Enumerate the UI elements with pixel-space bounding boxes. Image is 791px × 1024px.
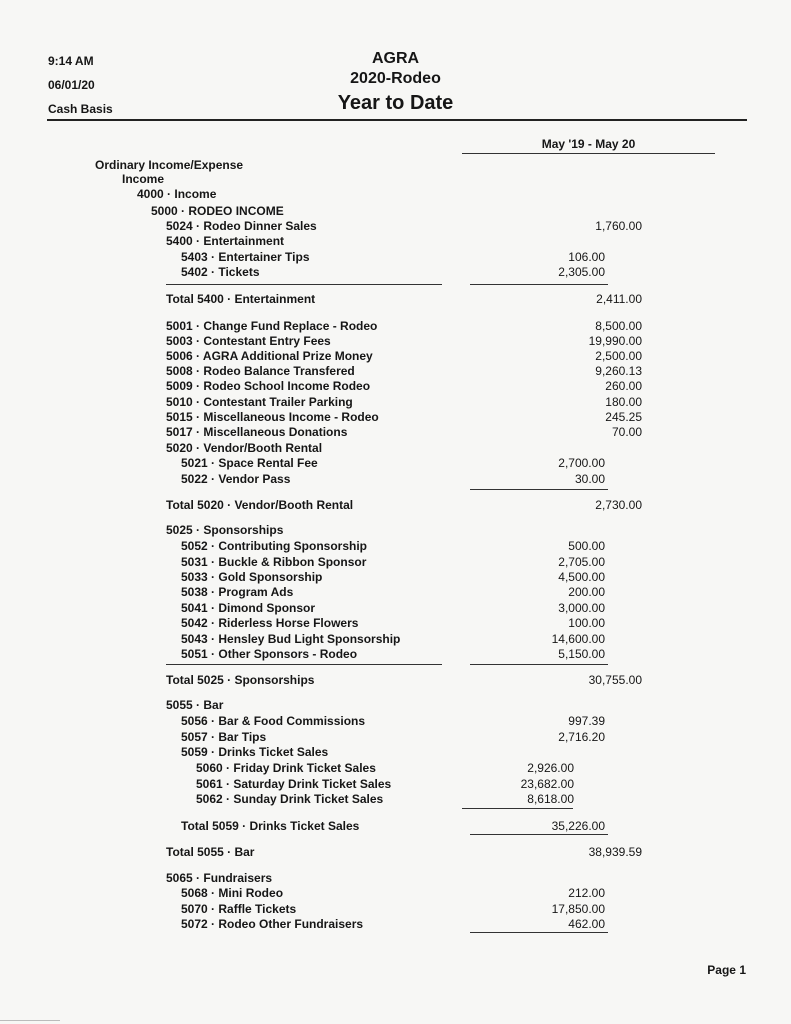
- account-amount: 38,939.59: [588, 845, 642, 859]
- account-label: 5025 · Sponsorships: [166, 523, 284, 537]
- account-label: 5006 · AGRA Additional Prize Money: [166, 349, 373, 363]
- account-amount: 260.00: [605, 379, 642, 393]
- account-amount: 2,730.00: [595, 498, 642, 512]
- account-amount: 2,500.00: [595, 349, 642, 363]
- row-5010-contestant-trailer-parking: [0, 395, 791, 409]
- row-5051-other-sponsors-rodeo: [0, 647, 791, 661]
- row-5060-friday-drink-ticket-sales: [0, 761, 791, 775]
- account-label: 5043 · Hensley Bud Light Sponsorship: [181, 632, 401, 646]
- account-amount: 23,682.00: [520, 777, 574, 791]
- row-4000-income: [0, 187, 791, 201]
- account-label: 5065 · Fundraisers: [166, 871, 273, 885]
- total-rule-sponsorships: [166, 664, 442, 665]
- account-amount: 200.00: [568, 585, 605, 599]
- account-amount: 2,705.00: [558, 555, 605, 569]
- account-amount: 2,926.00: [527, 761, 574, 775]
- account-label: 5010 · Contestant Trailer Parking: [166, 395, 353, 409]
- account-amount: 8,500.00: [595, 319, 642, 333]
- subtotal-rule-5025: [470, 664, 608, 665]
- row-total-5055-bar: [0, 845, 791, 859]
- account-amount: 30.00: [574, 472, 605, 486]
- account-amount: 5,150.00: [558, 647, 605, 661]
- account-label: 5052 · Contributing Sponsorship: [181, 539, 368, 553]
- account-label: Total 5025 · Sponsorships: [166, 673, 315, 687]
- account-label: 5062 · Sunday Drink Ticket Sales: [196, 792, 384, 806]
- column-header: May '19 - May 20: [541, 137, 636, 151]
- row-5403-entertainer-tips: [0, 250, 791, 264]
- account-label: 5022 · Vendor Pass: [181, 472, 291, 486]
- account-amount: 1,760.00: [595, 219, 642, 233]
- report-period-title: Year to Date: [337, 92, 454, 114]
- account-amount: 2,716.20: [558, 730, 605, 744]
- row-5017-miscellaneous-donations: [0, 425, 791, 439]
- row-5400-entertainment: [0, 234, 791, 248]
- account-label: 5031 · Buckle & Ribbon Sponsor: [181, 555, 367, 569]
- account-label: 5059 · Drinks Ticket Sales: [181, 745, 329, 759]
- account-label: 5400 · Entertainment: [166, 234, 285, 248]
- account-label: 5008 · Rodeo Balance Transfered: [166, 364, 355, 378]
- account-amount: 2,411.00: [596, 292, 642, 306]
- account-label: 4000 · Income: [137, 187, 217, 201]
- row-total-5020-vendor-booth-rental: [0, 498, 791, 512]
- page-number: Page 1: [707, 963, 746, 977]
- scan-edge-mark: [0, 1020, 60, 1021]
- account-label: Total 5020 · Vendor/Booth Rental: [166, 498, 354, 512]
- row-5033-gold-sponsorship: [0, 570, 791, 584]
- account-label: 5072 · Rodeo Other Fundraisers: [181, 917, 364, 931]
- account-label: Total 5059 · Drinks Ticket Sales: [181, 819, 360, 833]
- row-5021-space-rental-fee: [0, 456, 791, 470]
- account-label: 5001 · Change Fund Replace - Rodeo: [166, 319, 378, 333]
- account-label: 5403 · Entertainer Tips: [181, 250, 310, 264]
- account-label: 5038 · Program Ads: [181, 585, 294, 599]
- subtotal-rule-5059: [462, 808, 573, 809]
- account-amount: 500.00: [568, 539, 605, 553]
- row-5031-buckle-ribbon-sponsor: [0, 555, 791, 569]
- account-label: 5017 · Miscellaneous Donations: [166, 425, 348, 439]
- row-5402-tickets: [0, 265, 791, 279]
- account-amount: 19,990.00: [588, 334, 642, 348]
- row-5056-bar-food-commissions: [0, 714, 791, 728]
- account-label: 5003 · Contestant Entry Fees: [166, 334, 331, 348]
- account-amount: 4,500.00: [558, 570, 605, 584]
- company-name: AGRA: [371, 50, 420, 67]
- report-time: 9:14 AM: [48, 54, 94, 68]
- account-label: 5009 · Rodeo School Income Rodeo: [166, 379, 371, 393]
- account-label: 5051 · Other Sponsors - Rodeo: [181, 647, 358, 661]
- account-amount: 212.00: [568, 886, 605, 900]
- row-5000-rodeo-income: [0, 204, 791, 218]
- account-amount: 997.39: [568, 714, 605, 728]
- row-income: [0, 172, 791, 186]
- row-5024-rodeo-dinner-sales: [0, 219, 791, 233]
- account-label: Ordinary Income/Expense: [95, 158, 244, 172]
- report-basis: Cash Basis: [48, 102, 113, 116]
- row-5025-sponsorships: [0, 523, 791, 537]
- row-5001-change-fund-replace-rodeo: [0, 319, 791, 333]
- row-5015-miscellaneous-income-rodeo: [0, 410, 791, 424]
- account-label: 5060 · Friday Drink Ticket Sales: [196, 761, 376, 775]
- account-amount: 2,305.00: [558, 265, 605, 279]
- account-label: 5000 · RODEO INCOME: [151, 204, 284, 218]
- account-label: 5041 · Dimond Sponsor: [181, 601, 316, 615]
- account-label: Income: [122, 172, 165, 186]
- account-label: 5061 · Saturday Drink Ticket Sales: [196, 777, 392, 791]
- subtotal-rule-5400: [470, 284, 608, 285]
- total-rule-entertainment: [166, 284, 442, 285]
- row-5059-drinks-ticket-sales: [0, 745, 791, 759]
- account-amount: 180.00: [605, 395, 642, 409]
- account-label: 5020 · Vendor/Booth Rental: [166, 441, 323, 455]
- account-label: 5056 · Bar & Food Commissions: [181, 714, 366, 728]
- row-5022-vendor-pass: [0, 472, 791, 486]
- report-date: 06/01/20: [48, 78, 95, 92]
- row-5057-bar-tips: [0, 730, 791, 744]
- account-amount: 3,000.00: [558, 601, 605, 615]
- row-total-5059-drinks-ticket-sales: [0, 819, 791, 833]
- row-total-5025-sponsorships: [0, 673, 791, 687]
- account-label: 5021 · Space Rental Fee: [181, 456, 318, 470]
- row-5043-hensley-bud-light-sponsorship: [0, 632, 791, 646]
- row-5068-mini-rodeo: [0, 886, 791, 900]
- account-amount: 8,618.00: [527, 792, 574, 806]
- row-5065-fundraisers: [0, 871, 791, 885]
- row-5052-contributing-sponsorship: [0, 539, 791, 553]
- row-5038-program-ads: [0, 585, 791, 599]
- row-5020-vendor-booth-rental: [0, 441, 791, 455]
- row-5062-sunday-drink-ticket-sales: [0, 792, 791, 806]
- account-amount: 462.00: [568, 917, 605, 931]
- account-amount: 30,755.00: [588, 673, 642, 687]
- account-amount: 106.00: [568, 250, 605, 264]
- account-amount: 245.25: [605, 410, 642, 424]
- account-amount: 14,600.00: [551, 632, 605, 646]
- row-5042-riderless-horse-flowers: [0, 616, 791, 630]
- account-label: 5402 · Tickets: [181, 265, 260, 279]
- row-5006-agra-additional-prize-money: [0, 349, 791, 363]
- account-label: 5024 · Rodeo Dinner Sales: [166, 219, 317, 233]
- account-label: 5057 · Bar Tips: [181, 730, 267, 744]
- row-5061-saturday-drink-ticket-sales: [0, 777, 791, 791]
- subtotal-rule-5055: [470, 834, 608, 835]
- row-5070-raffle-tickets: [0, 902, 791, 916]
- account-amount: 17,850.00: [551, 902, 605, 916]
- row-ordinary-income-expense: [0, 158, 791, 172]
- row-5072-rodeo-other-fundraisers: [0, 917, 791, 931]
- row-5041-dimond-sponsor: [0, 601, 791, 615]
- account-amount: 100.00: [568, 616, 605, 630]
- row-total-5400-entertainment: [0, 292, 791, 306]
- account-label: 5068 · Mini Rodeo: [181, 886, 284, 900]
- account-label: 5042 · Riderless Horse Flowers: [181, 616, 359, 630]
- subtotal-rule-fundraisers: [470, 932, 608, 933]
- account-label: Total 5055 · Bar: [166, 845, 255, 859]
- row-5055-bar: [0, 698, 791, 712]
- account-label: 5070 · Raffle Tickets: [181, 902, 297, 916]
- account-label: Total 5400 · Entertainment: [166, 292, 316, 306]
- row-5008-rodeo-balance-transfered: [0, 364, 791, 378]
- account-label: 5015 · Miscellaneous Income - Rodeo: [166, 410, 379, 424]
- report-name: 2020-Rodeo: [350, 70, 441, 87]
- subtotal-rule-5020: [470, 489, 608, 490]
- row-5009-rodeo-school-income-rodeo: [0, 379, 791, 393]
- account-label: 5033 · Gold Sponsorship: [181, 570, 323, 584]
- row-5003-contestant-entry-fees: [0, 334, 791, 348]
- account-label: 5055 · Bar: [166, 698, 224, 712]
- account-amount: 2,700.00: [558, 456, 605, 470]
- account-amount: 9,260.13: [595, 364, 642, 378]
- account-amount: 35,226.00: [551, 819, 605, 833]
- account-amount: 70.00: [611, 425, 642, 439]
